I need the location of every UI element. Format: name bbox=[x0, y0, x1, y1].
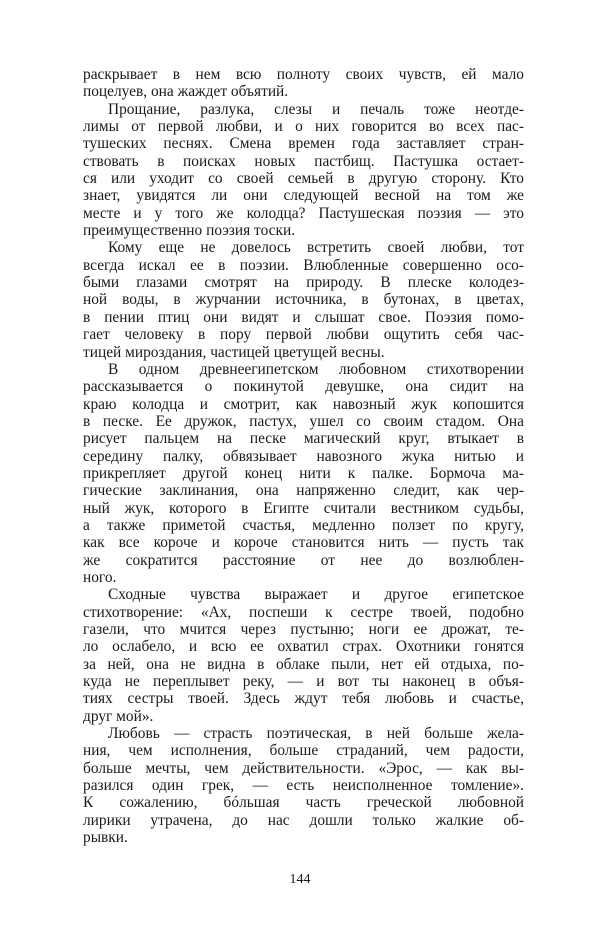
text-line: всегда искал ее в поэзии. Влюбленные совершенно осо- bbox=[83, 256, 524, 274]
text-line: в песке. Ее дружок, пастух, ушел со своим стадом. Она bbox=[83, 412, 524, 430]
text-line: тиях сестры твоей. Здесь ждут тебя любовь и счастье, bbox=[83, 690, 524, 708]
text-line: гает человеку в пору первой любви ощутить себя час- bbox=[83, 326, 524, 344]
text-line: в пении птиц они видят и слышат свое. Поэзия помо- bbox=[83, 308, 524, 326]
text-line: Любовь — страсть поэтическая, в ней больше жела- bbox=[108, 725, 524, 743]
text-line: куда не переплывет реку, — и вот ты наконец в объя- bbox=[83, 673, 524, 691]
text-line: середину палку, обвязывает навозного жука нитью и bbox=[83, 447, 524, 465]
text-line: разился один грек, — есть неисполненное томление». bbox=[83, 777, 524, 795]
text-line: преимущественно поэзия тоски. bbox=[83, 222, 296, 240]
text-line: раскрывает в нем всю полноту своих чувств, ей мало bbox=[83, 66, 524, 83]
paragraph bbox=[83, 586, 524, 725]
page-body bbox=[83, 66, 524, 846]
text-line: за ней, она не видна в облаке пыли, нет ей отдыха, по- bbox=[83, 655, 524, 673]
text-line: Прощание, разлука, слезы и печаль тоже неотде- bbox=[108, 100, 524, 118]
text-line: ствовать в поисках новых пастбищ. Пастушка остает- bbox=[83, 152, 524, 170]
text-line: знает, увидятся ли они следующей весной на том же bbox=[83, 187, 524, 205]
text-line: В одном древнеегипетском любовном стихотворении bbox=[108, 360, 524, 378]
text-line: газели, что мчится через пустыню; ноги ее дрожат, те- bbox=[83, 621, 524, 638]
text-line: рывки. bbox=[83, 829, 128, 847]
text-line: ного. bbox=[83, 568, 117, 586]
text-line: К сожалению, бóльшая часть греческой любовной bbox=[83, 794, 524, 812]
paragraph bbox=[83, 66, 524, 101]
text-line: лимы от первой любви, и о них говорится во всех пас- bbox=[83, 118, 524, 136]
text-line: тицей мироздания, частицей цветущей весны. bbox=[83, 343, 385, 361]
text-line: прикрепляет другой конец нити к палке. Бормоча ма- bbox=[83, 464, 524, 482]
text-line: а также приметой счастья, медленно ползет по кругу, bbox=[83, 516, 524, 534]
text-line: ный жук, которого в Египте считали вестником судьбы, bbox=[83, 499, 524, 517]
text-line: стихотворение: «Ах, поспеши к сестре твоей, подобно bbox=[83, 603, 524, 621]
text-line: поцелуев, она жаждет объятий. bbox=[83, 83, 289, 101]
text-line: тушеских песнях. Смена времен года заставляет стран- bbox=[83, 135, 524, 153]
paragraph bbox=[83, 239, 524, 360]
text-line: друг мой». bbox=[83, 707, 154, 725]
text-line: больше мечты, чем действительности. «Эрос, — как вы- bbox=[83, 759, 524, 777]
paragraph bbox=[83, 361, 524, 586]
text-line: месте и у того же колодца? Пастушеская поэзия — это bbox=[83, 204, 524, 222]
text-line: краю колодца и смотрит, как навозный жук копошится bbox=[83, 395, 524, 413]
text-line: гические заклинания, она напряженно следит, как чер- bbox=[83, 482, 524, 500]
text-line: ния, чем исполнения, больше страданий, чем радости, bbox=[83, 742, 524, 760]
text-line: же сократится расстояние от нее до возлюблен- bbox=[83, 551, 524, 569]
text-line: лирики утрачена, до нас дошли только жалкие об- bbox=[83, 811, 524, 829]
page-number: 144 bbox=[289, 872, 311, 887]
text-line: ся или уходит со своей семьей в другую сторону. Кто bbox=[83, 170, 524, 188]
paragraph bbox=[83, 101, 524, 240]
text-line: ной воды, в журчании источника, в бутонах, в цветах, bbox=[83, 291, 524, 309]
text-line: как все короче и короче становится нить — пусть так bbox=[83, 534, 524, 552]
text-line: Кому еще не довелось встретить своей любви, тот bbox=[108, 239, 524, 257]
text-line: рассказывается о покинутой девушке, она сидит на bbox=[83, 378, 524, 396]
paragraph bbox=[83, 725, 524, 846]
text-line: быми глазами смотрят на природу. В плеске колодез- bbox=[83, 274, 524, 292]
text-line: рисует пальцем на песке магический круг, втыкает в bbox=[83, 430, 524, 448]
text-line: Сходные чувства выражает и другое египетское bbox=[108, 586, 524, 604]
text-line: ло ослабело, и всю ее охватил страх. Охотники гонятся bbox=[83, 638, 524, 656]
